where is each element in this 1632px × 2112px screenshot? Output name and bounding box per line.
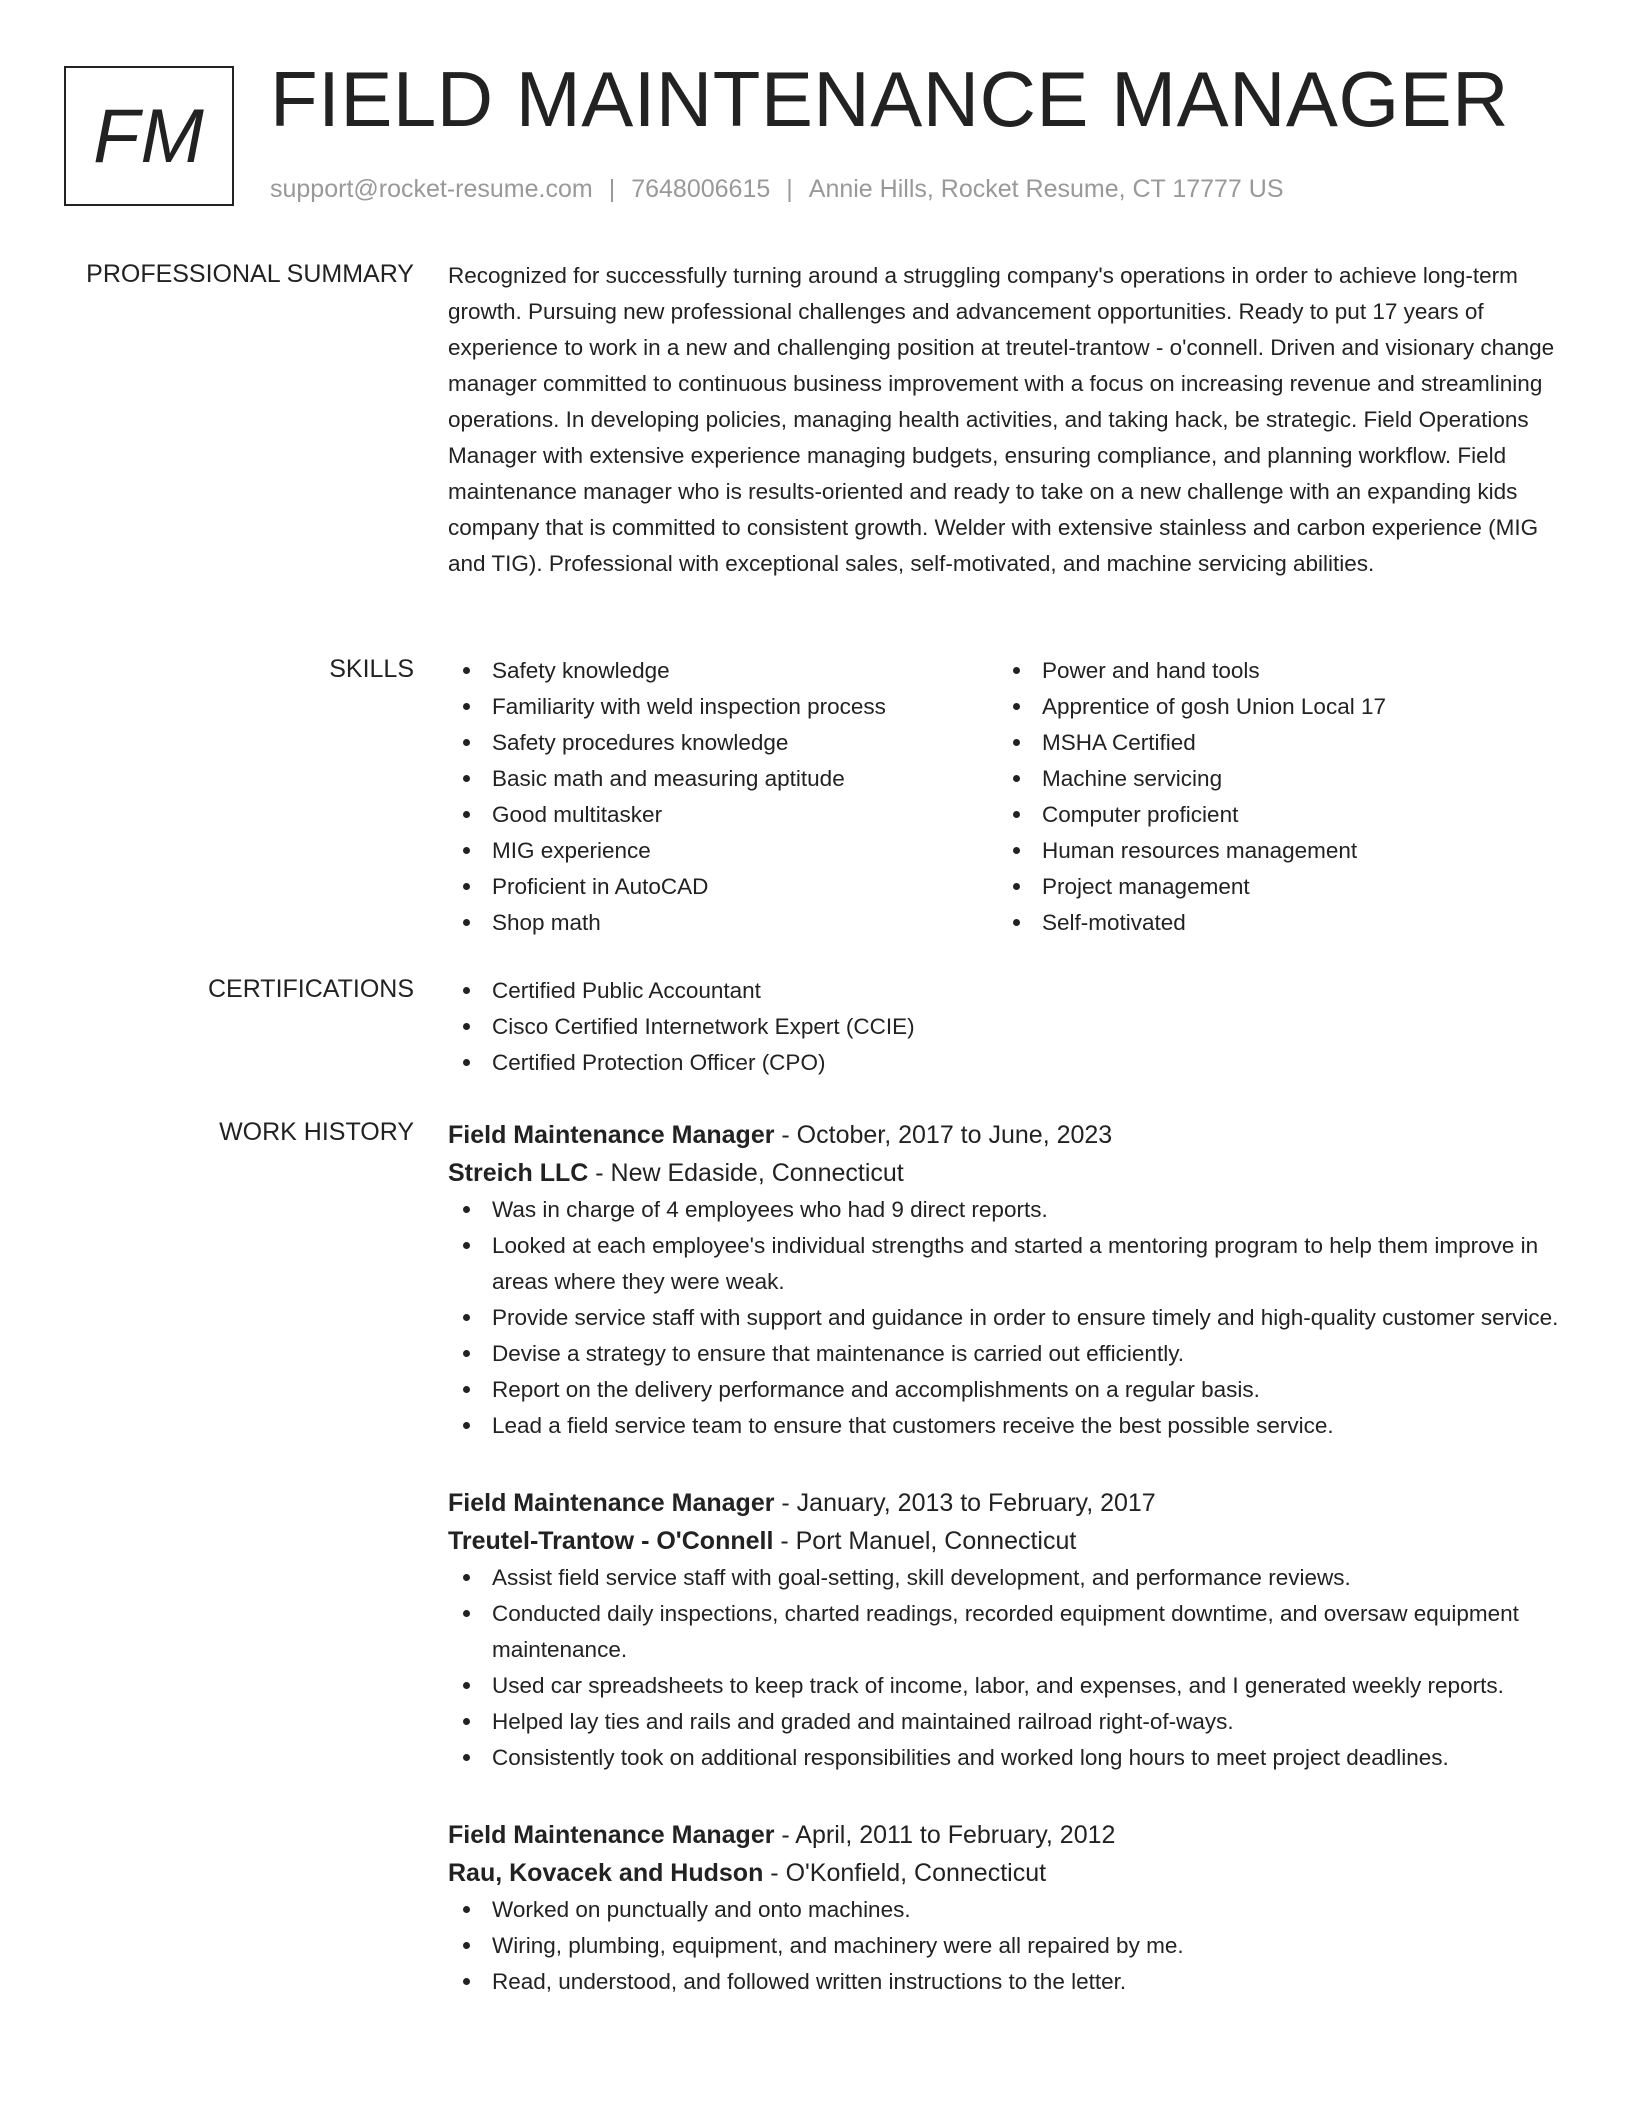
job-company: Rau, Kovacek and Hudson — [448, 1859, 764, 1887]
job-company: Treutel-Trantow - O'Connell — [448, 1527, 774, 1555]
list-item: Self-motivated — [998, 905, 1548, 941]
list-item: Shop math — [448, 905, 998, 941]
list-item: Certified Protection Officer (CPO) — [448, 1045, 1566, 1081]
contact-separator: | — [786, 175, 793, 203]
job-bullet: Helped lay ties and rails and graded and maintained railroad right-of-ways. — [448, 1704, 1566, 1740]
phone-text: 7648006615 — [631, 175, 771, 203]
job-company: Streich LLC — [448, 1159, 589, 1187]
contact-separator: | — [608, 175, 616, 203]
list-item: Certified Public Accountant — [448, 973, 1566, 1009]
skills-list-left — [448, 653, 998, 941]
job-bullet: Report on the delivery performance and accomplishments on a regular basis. — [448, 1372, 1566, 1408]
resume-title: FIELD MAINTENANCE MANAGER — [270, 55, 1509, 143]
address-text: Annie Hills, Rocket Resume, CT 17777 US — [808, 175, 1284, 203]
job-company-line — [448, 1154, 1566, 1192]
job-company-line — [448, 1522, 1566, 1560]
section-heading-work-history: WORK HISTORY — [219, 1118, 414, 1146]
list-item: Apprentice of gosh Union Local 17 — [998, 689, 1548, 725]
summary-text: Recognized for successfully turning around a struggling company's operations in order to achieve long-term growth. Pursuing new professional challenges and advancement opportunities. Ready to put 17 years of experience to work in a new and challenging position at treutel-trantow - o'connell. Driven and visionary change manager committed to continuous business improvement with a focus on increasing revenue and streamlining operations. In developing policies, managing health activities, and taking hack, be strategic. Field Operations Manager with extensive experience managing budgets, ensuring compliance, and planning workflow. Field maintenance manager who is results-oriented and ready to take on a new challenge with an expanding kids company that is committed to consistent growth. Welder with extensive stainless and carbon experience (MIG and TIG). Professional with exceptional sales, self-motivated, and machine servicing abilities. — [448, 263, 1555, 576]
job-entry — [448, 1816, 1566, 2000]
list-item: Proficient in AutoCAD — [448, 869, 998, 905]
job-bullet: Conducted daily inspections, charted readings, recorded equipment downtime, and oversaw equipment maintenance. — [448, 1596, 1566, 1668]
list-item: Human resources management — [998, 833, 1548, 869]
work-history-body — [448, 1116, 1566, 2040]
job-bullets-list — [448, 1892, 1566, 2000]
job-bullet: Provide service staff with support and guidance in order to ensure timely and high-quality customer service. — [448, 1300, 1566, 1336]
job-location: - O'Konfield, Connecticut — [763, 1859, 1047, 1887]
job-bullet: Devise a strategy to ensure that maintenance is carried out efficiently. — [448, 1336, 1566, 1372]
job-bullet: Used car spreadsheets to keep track of income, labor, and expenses, and I generated weekly reports. — [448, 1668, 1566, 1704]
list-item: Safety knowledge — [448, 653, 998, 689]
job-dates: - October, 2017 to June, 2023 — [774, 1121, 1113, 1149]
job-title-line — [448, 1484, 1566, 1522]
job-bullet: Lead a field service team to ensure that customers receive the best possible service. — [448, 1408, 1566, 1444]
job-entry — [448, 1116, 1566, 1444]
list-item: Good multitasker — [448, 797, 998, 833]
email-text: support@rocket-resume.com — [270, 175, 593, 203]
job-location: - Port Manuel, Connecticut — [773, 1527, 1077, 1555]
skills-list-right — [998, 653, 1548, 941]
job-bullet: Was in charge of 4 employees who had 9 direct reports. — [448, 1192, 1566, 1228]
certifications-list — [448, 973, 1566, 1081]
job-location: - New Edaside, Connecticut — [588, 1159, 904, 1187]
section-heading-summary: PROFESSIONAL SUMMARY — [86, 260, 414, 288]
list-item: Machine servicing — [998, 761, 1548, 797]
contact-line — [270, 175, 1284, 204]
job-company-line — [448, 1854, 1566, 1892]
job-entry — [448, 1484, 1566, 1776]
job-title-line — [448, 1816, 1566, 1854]
list-item: MIG experience — [448, 833, 998, 869]
skills-columns — [448, 653, 1566, 941]
job-title: Field Maintenance Manager — [448, 1121, 775, 1149]
job-title-line — [448, 1116, 1566, 1154]
job-bullets-list — [448, 1192, 1566, 1444]
list-item: Power and hand tools — [998, 653, 1548, 689]
certifications-body — [448, 973, 1566, 1081]
job-title: Field Maintenance Manager — [448, 1821, 775, 1849]
job-bullet: Read, understood, and followed written instructions to the letter. — [448, 1964, 1566, 2000]
section-heading-certifications: CERTIFICATIONS — [207, 975, 414, 1003]
job-title: Field Maintenance Manager — [448, 1489, 775, 1517]
initials-text: FM — [93, 93, 205, 179]
list-item: Basic math and measuring aptitude — [448, 761, 998, 797]
list-item: Familiarity with weld inspection process — [448, 689, 998, 725]
list-item: MSHA Certified — [998, 725, 1548, 761]
job-bullets-list — [448, 1560, 1566, 1776]
initials-monogram — [64, 66, 234, 206]
job-bullet: Assist field service staff with goal-setting, skill development, and performance reviews. — [448, 1560, 1566, 1596]
list-item: Computer proficient — [998, 797, 1548, 833]
job-bullet: Worked on punctually and onto machines. — [448, 1892, 1566, 1928]
list-item: Project management — [998, 869, 1548, 905]
job-dates: - April, 2011 to February, 2012 — [774, 1821, 1116, 1849]
list-item: Safety procedures knowledge — [448, 725, 998, 761]
section-heading-skills: SKILLS — [329, 655, 414, 683]
job-bullet: Consistently took on additional responsibilities and worked long hours to meet project deadlines. — [448, 1740, 1566, 1776]
list-item: Cisco Certified Internetwork Expert (CCIE) — [448, 1009, 1566, 1045]
job-bullet: Wiring, plumbing, equipment, and machinery were all repaired by me. — [448, 1928, 1566, 1964]
job-bullet: Looked at each employee's individual strengths and started a mentoring program to help them improve in areas where they were weak. — [448, 1228, 1566, 1300]
job-dates: - January, 2013 to February, 2017 — [774, 1489, 1156, 1517]
